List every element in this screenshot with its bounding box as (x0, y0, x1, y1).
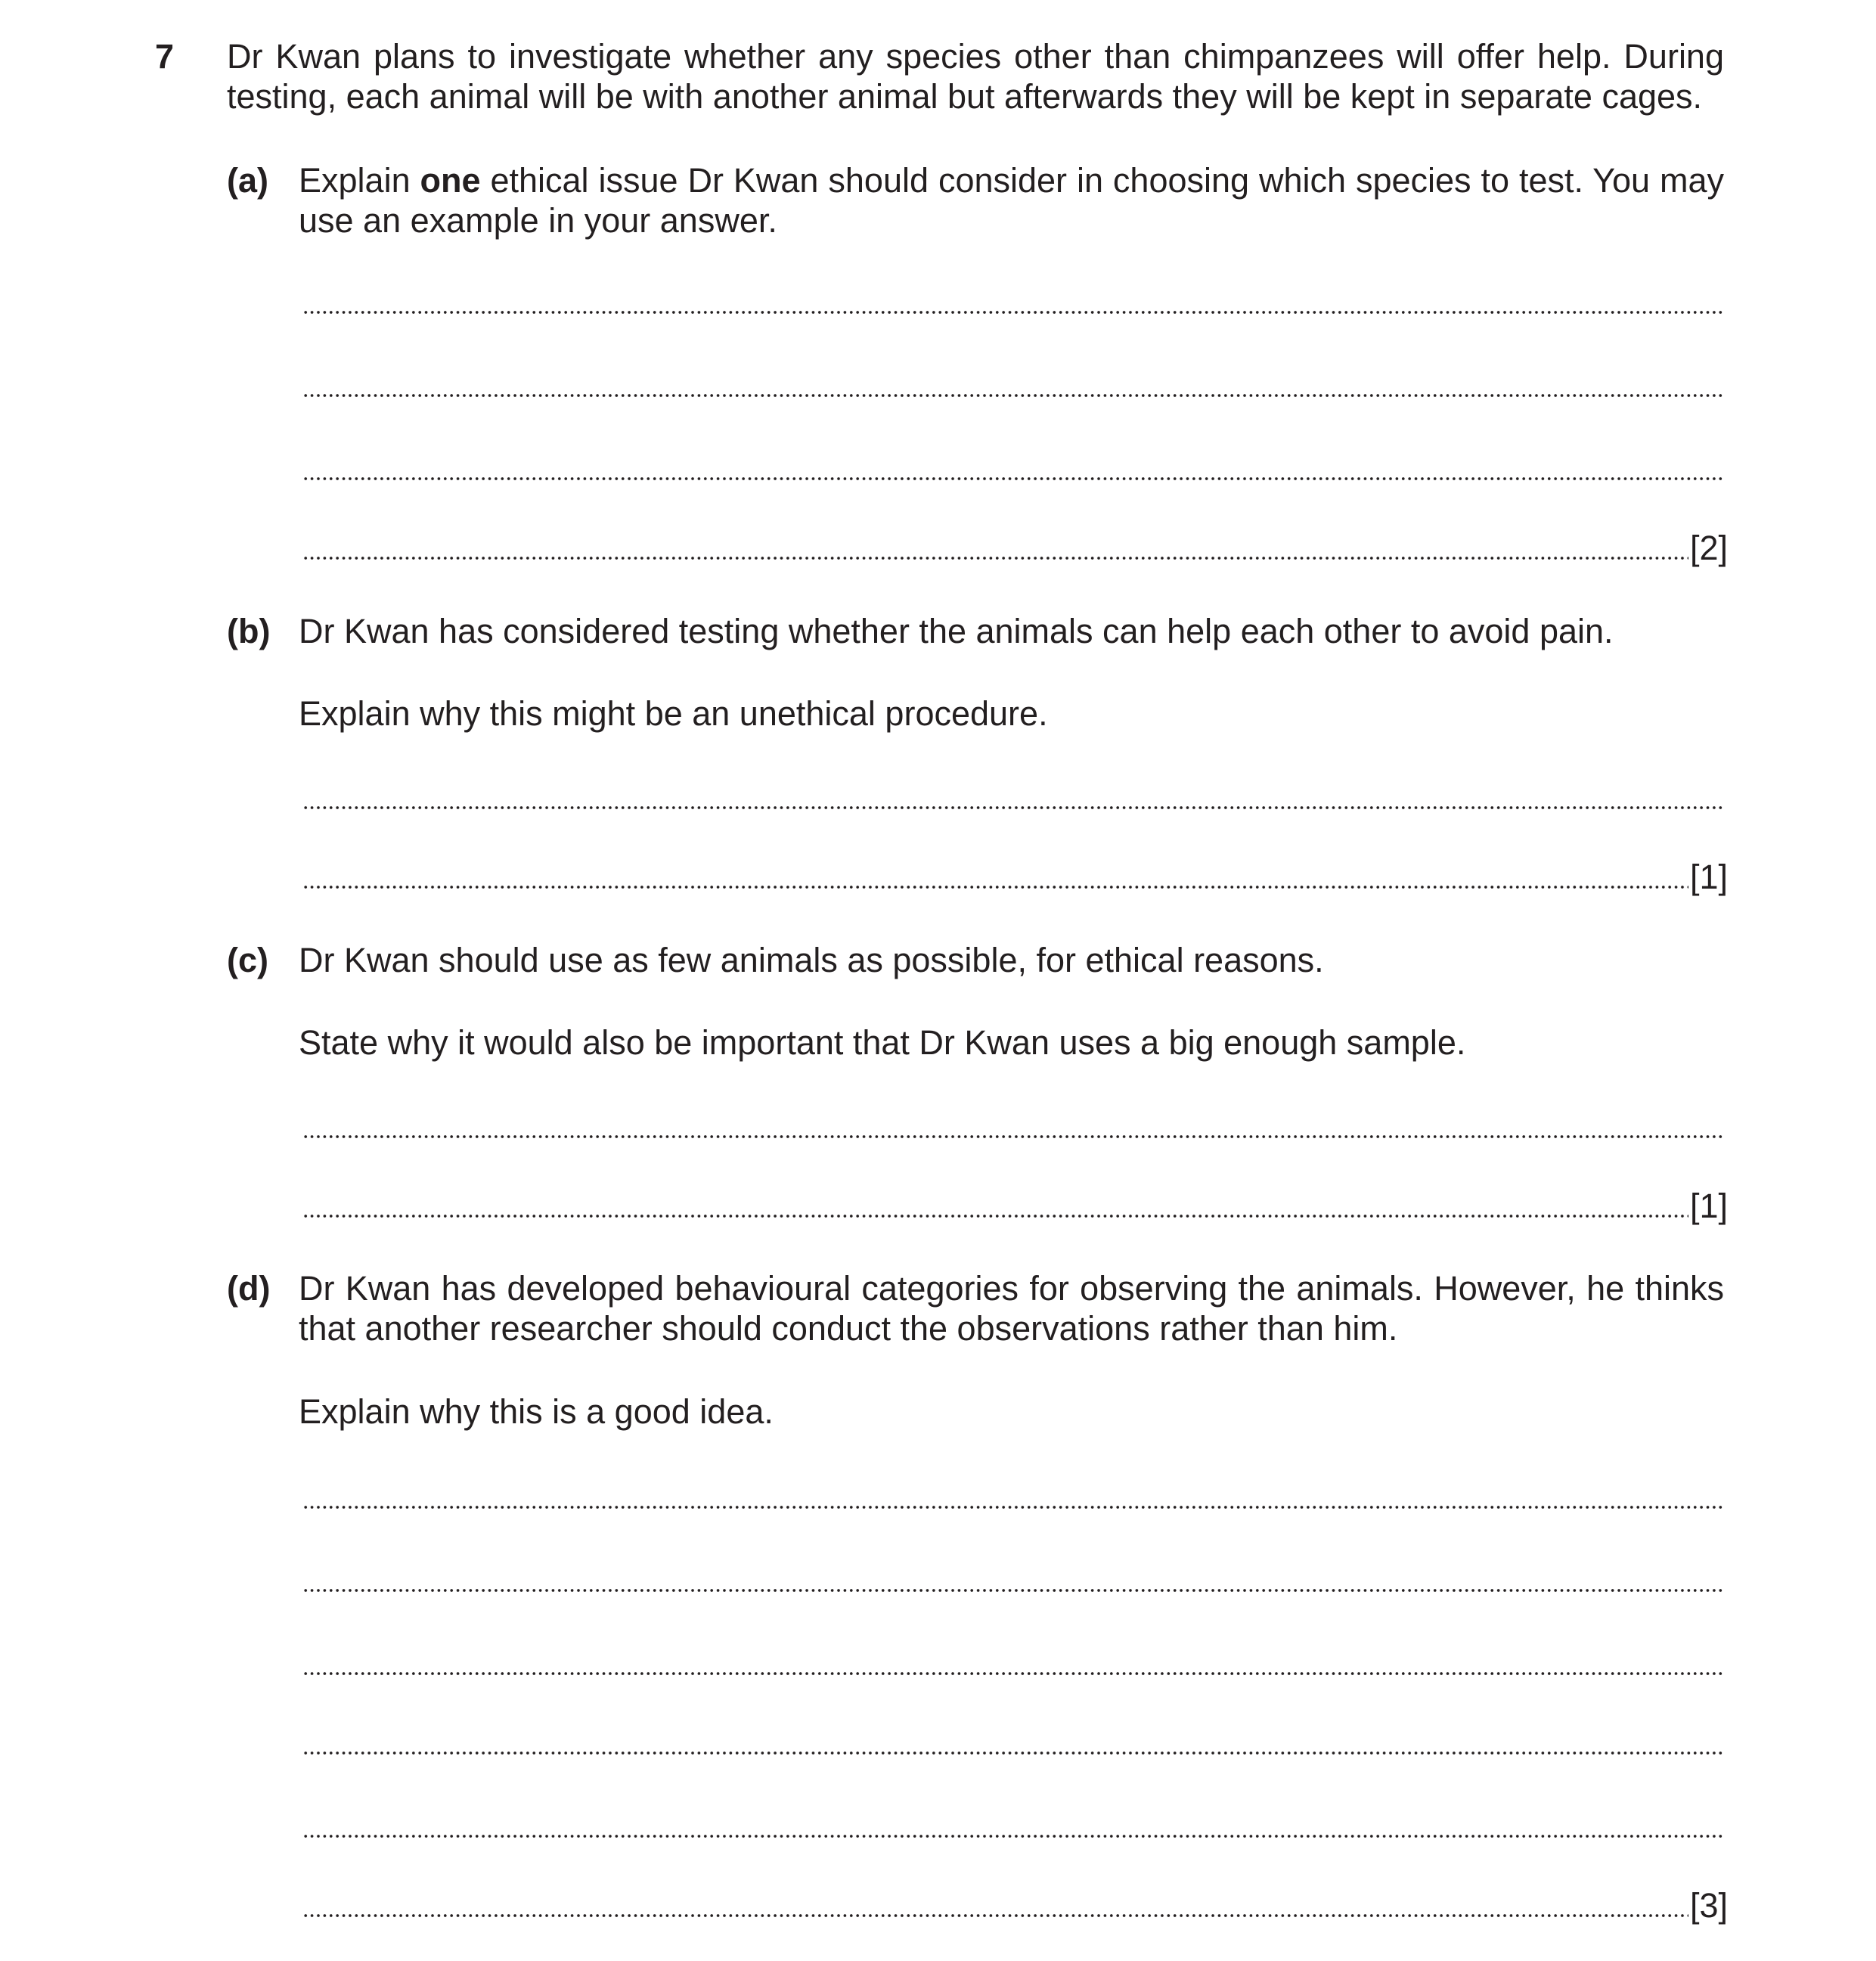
part-a-answer-line-4[interactable] (302, 529, 1728, 567)
part-b-instruction: Explain why this might be an unethical procedure. (299, 694, 1048, 733)
part-a-text-start: Explain (299, 161, 420, 200)
part-b-answer-line-2[interactable] (302, 858, 1728, 896)
question-number: 7 (155, 37, 175, 76)
question-stem: Dr Kwan plans to investigate whether any species other than chimpanzees will offer help. During testing, each animal will be with another animal but afterwards they will be kept in separate cages. (227, 37, 1724, 116)
part-c-label: (c) (227, 941, 268, 979)
part-c-context: Dr Kwan should use as few animals as possible, for ethical reasons. (299, 941, 1324, 979)
part-a-answer-line-2[interactable] (302, 367, 1724, 405)
part-a-marks: [2] (1689, 529, 1728, 567)
part-c-answer-line-2[interactable] (302, 1187, 1728, 1225)
part-a-question (299, 160, 1724, 240)
part-a-answer-line-1[interactable] (302, 284, 1724, 321)
part-d-answer-line-3[interactable] (302, 1645, 1724, 1683)
part-d-answer-line-1[interactable] (302, 1479, 1724, 1516)
part-b-answer-line-1[interactable] (302, 779, 1724, 817)
part-c-answer-line-1[interactable] (302, 1108, 1724, 1146)
part-c-marks: [1] (1689, 1187, 1728, 1225)
part-d-answer-line-6[interactable] (302, 1887, 1728, 1925)
part-d-marks: [3] (1689, 1886, 1728, 1925)
part-c-instruction: State why it would also be important that Dr Kwan uses a big enough sample. (299, 1023, 1466, 1062)
part-a-emphasis: one (420, 161, 481, 200)
part-a-answer-line-3[interactable] (302, 450, 1724, 488)
part-d-context: Dr Kwan has developed behavioural categories for observing the animals. However, he thinks that another researcher should conduct the observations rather than him. (299, 1269, 1724, 1348)
part-d-answer-line-5[interactable] (302, 1807, 1724, 1845)
part-b-label: (b) (227, 612, 271, 650)
part-b-context: Dr Kwan has considered testing whether the animals can help each other to avoid pain. (299, 612, 1614, 650)
part-a-text-end: ethical issue Dr Kwan should consider in choosing which species to test. You may use an example in your answer. (299, 161, 1724, 240)
part-d-answer-line-2[interactable] (302, 1562, 1724, 1600)
part-d-instruction: Explain why this is a good idea. (299, 1392, 774, 1431)
part-b-marks: [1] (1689, 858, 1728, 896)
part-d-label: (d) (227, 1269, 271, 1308)
part-a-label: (a) (227, 161, 268, 200)
part-d-answer-line-4[interactable] (302, 1724, 1724, 1762)
